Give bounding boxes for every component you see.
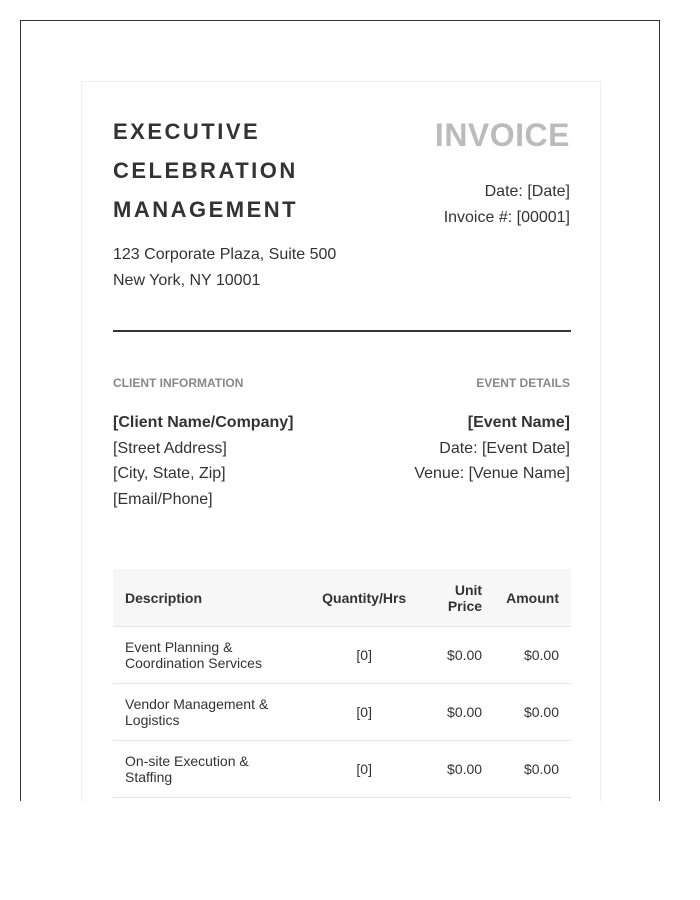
row-description-line1: Event Planning & xyxy=(125,639,233,655)
header-unit-price xyxy=(421,569,494,627)
table-row xyxy=(113,741,571,798)
company-address-line1: 123 Corporate Plaza, Suite 500 xyxy=(113,246,337,263)
client-contact: [Email/Phone] xyxy=(113,490,213,508)
row-description-line2: Coordination Services xyxy=(125,655,262,671)
row-quantity: [0] xyxy=(307,627,421,684)
row-unit-price: $0.00 xyxy=(421,627,494,684)
header-unit-price-line1: Unit xyxy=(454,581,483,598)
row-amount: $0.00 xyxy=(494,741,571,798)
header-amount: Amount xyxy=(494,569,571,627)
company-address xyxy=(113,242,336,294)
row-unit-price: $0.00 xyxy=(421,741,494,798)
row-description xyxy=(113,741,307,798)
client-city: [City, State, Zip] xyxy=(113,465,226,482)
row-description-line2: Logistics xyxy=(125,712,180,728)
event-details xyxy=(414,410,570,487)
row-amount: $0.00 xyxy=(494,684,571,741)
invoice-document xyxy=(81,81,601,801)
row-description-line1: Vendor Management & xyxy=(125,696,269,712)
page-frame xyxy=(20,20,660,801)
header-divider xyxy=(113,330,571,332)
table-header-row xyxy=(113,569,571,627)
invoice-number: Invoice #: [00001] xyxy=(443,209,570,226)
event-name: [Event Name] xyxy=(467,414,570,431)
company-name-line: CELEBRATION xyxy=(113,158,298,183)
company-address-line2: New York, NY 10001 xyxy=(113,272,261,289)
header-quantity: Quantity/Hrs xyxy=(307,569,421,627)
client-info-heading: CLIENT INFORMATION xyxy=(113,376,244,390)
row-description-line2: Staffing xyxy=(125,769,173,785)
company-name-line: EXECUTIVE xyxy=(113,119,261,144)
invoice-meta xyxy=(444,179,570,231)
event-venue: Venue: [Venue Name] xyxy=(414,465,570,482)
line-items-table xyxy=(113,569,571,798)
row-description xyxy=(113,627,307,684)
row-unit-price: $0.00 xyxy=(421,684,494,741)
company-name xyxy=(113,112,353,229)
invoice-date: Date: [Date] xyxy=(484,183,570,200)
row-quantity: [0] xyxy=(307,684,421,741)
invoice-title: INVOICE xyxy=(434,117,570,153)
table-row xyxy=(113,627,571,684)
company-name-line: MANAGEMENT xyxy=(113,197,299,222)
row-description xyxy=(113,684,307,741)
header-description: Description xyxy=(113,569,307,627)
event-details-heading: EVENT DETAILS xyxy=(476,376,570,390)
row-description-line1: On-site Execution & xyxy=(125,753,249,769)
client-name: [Client Name/Company] xyxy=(113,414,294,431)
table-row xyxy=(113,684,571,741)
row-amount: $0.00 xyxy=(494,627,571,684)
row-quantity: [0] xyxy=(307,741,421,798)
header-unit-price-line2: Price xyxy=(447,597,483,614)
client-street: [Street Address] xyxy=(113,439,227,457)
event-date: Date: [Event Date] xyxy=(439,439,570,457)
client-info xyxy=(113,410,293,512)
